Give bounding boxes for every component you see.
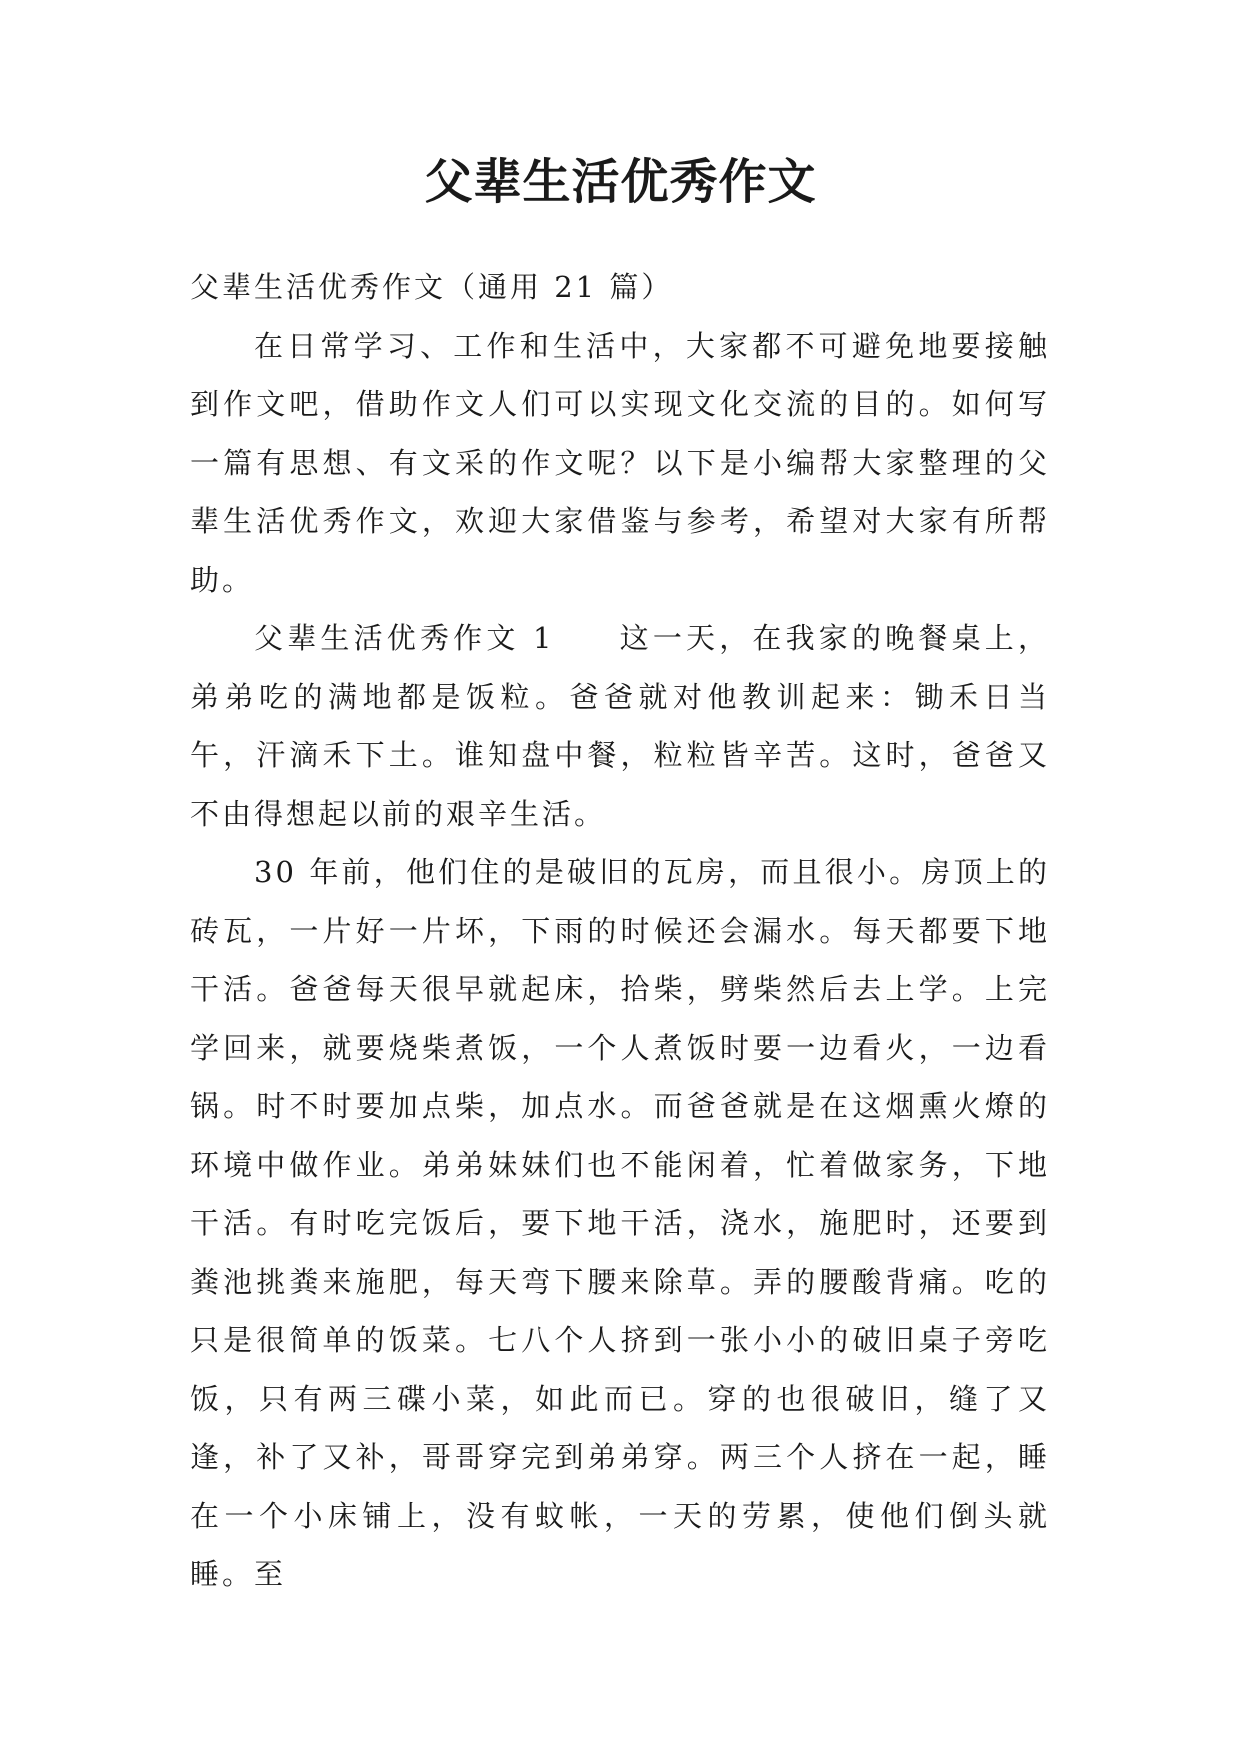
document-title: 父辈生活优秀作文: [424, 154, 817, 210]
document-body: [190, 258, 1050, 1604]
essay-1-paragraph-1-text: 这一天，在我家的晚餐桌上，弟弟吃的满地都是饭粒。爸爸就对他教训起来：锄禾日当午，汗滴禾下土。谁知盘中餐，粒粒皆辛苦。这时，爸爸又不由得想起以前的艰辛生活。: [190, 621, 1050, 831]
essay-1-paragraph-1: [190, 609, 1050, 843]
intro-paragraph: 在日常学习、工作和生活中，大家都不可避免地要接触到作文吧，借助作文人们可以实现文化交流的目的。如何写一篇有思想、有文采的作文呢？以下是小编帮大家整理的父辈生活优秀作文，欢迎大家借鉴与参考，希望对大家有所帮助。: [190, 328, 1050, 597]
essay-1-heading: 父辈生活优秀作文 1: [254, 621, 555, 655]
essay-1-paragraph-2: 30 年前，他们住的是破旧的瓦房，而且很小。房顶上的砖瓦，一片好一片坏，下雨的时候还会漏水。每天都要下地干活。爸爸每天很早就起床，拾柴，劈柴然后去上学。上完学回来，就要烧柴煮饭，一个人煮饭时要一边看火，一边看锅。时不时要加点柴，加点水。而爸爸就是在这烟熏火燎的环境中做作业。弟弟妹妹们也不能闲着，忙着做家务，下地干活。有时吃完饭后，要下地干活，浇水，施肥时，还要到粪池挑粪来施肥，每天弯下腰来除草。弄的腰酸背痛。吃的只是很简单的饭菜。七八个人挤到一张小小的破旧桌子旁吃饭，只有两三碟小菜，如此而已。穿的也很破旧，缝了又逢，补了又补，哥哥穿完到弟弟穿。两三个人挤在一起，睡在一个小床铺上，没有蚊帐，一天的劳累，使他们倒头就睡。至: [190, 855, 1050, 1591]
document-subtitle: 父辈生活优秀作文（通用 21 篇）: [190, 270, 674, 304]
